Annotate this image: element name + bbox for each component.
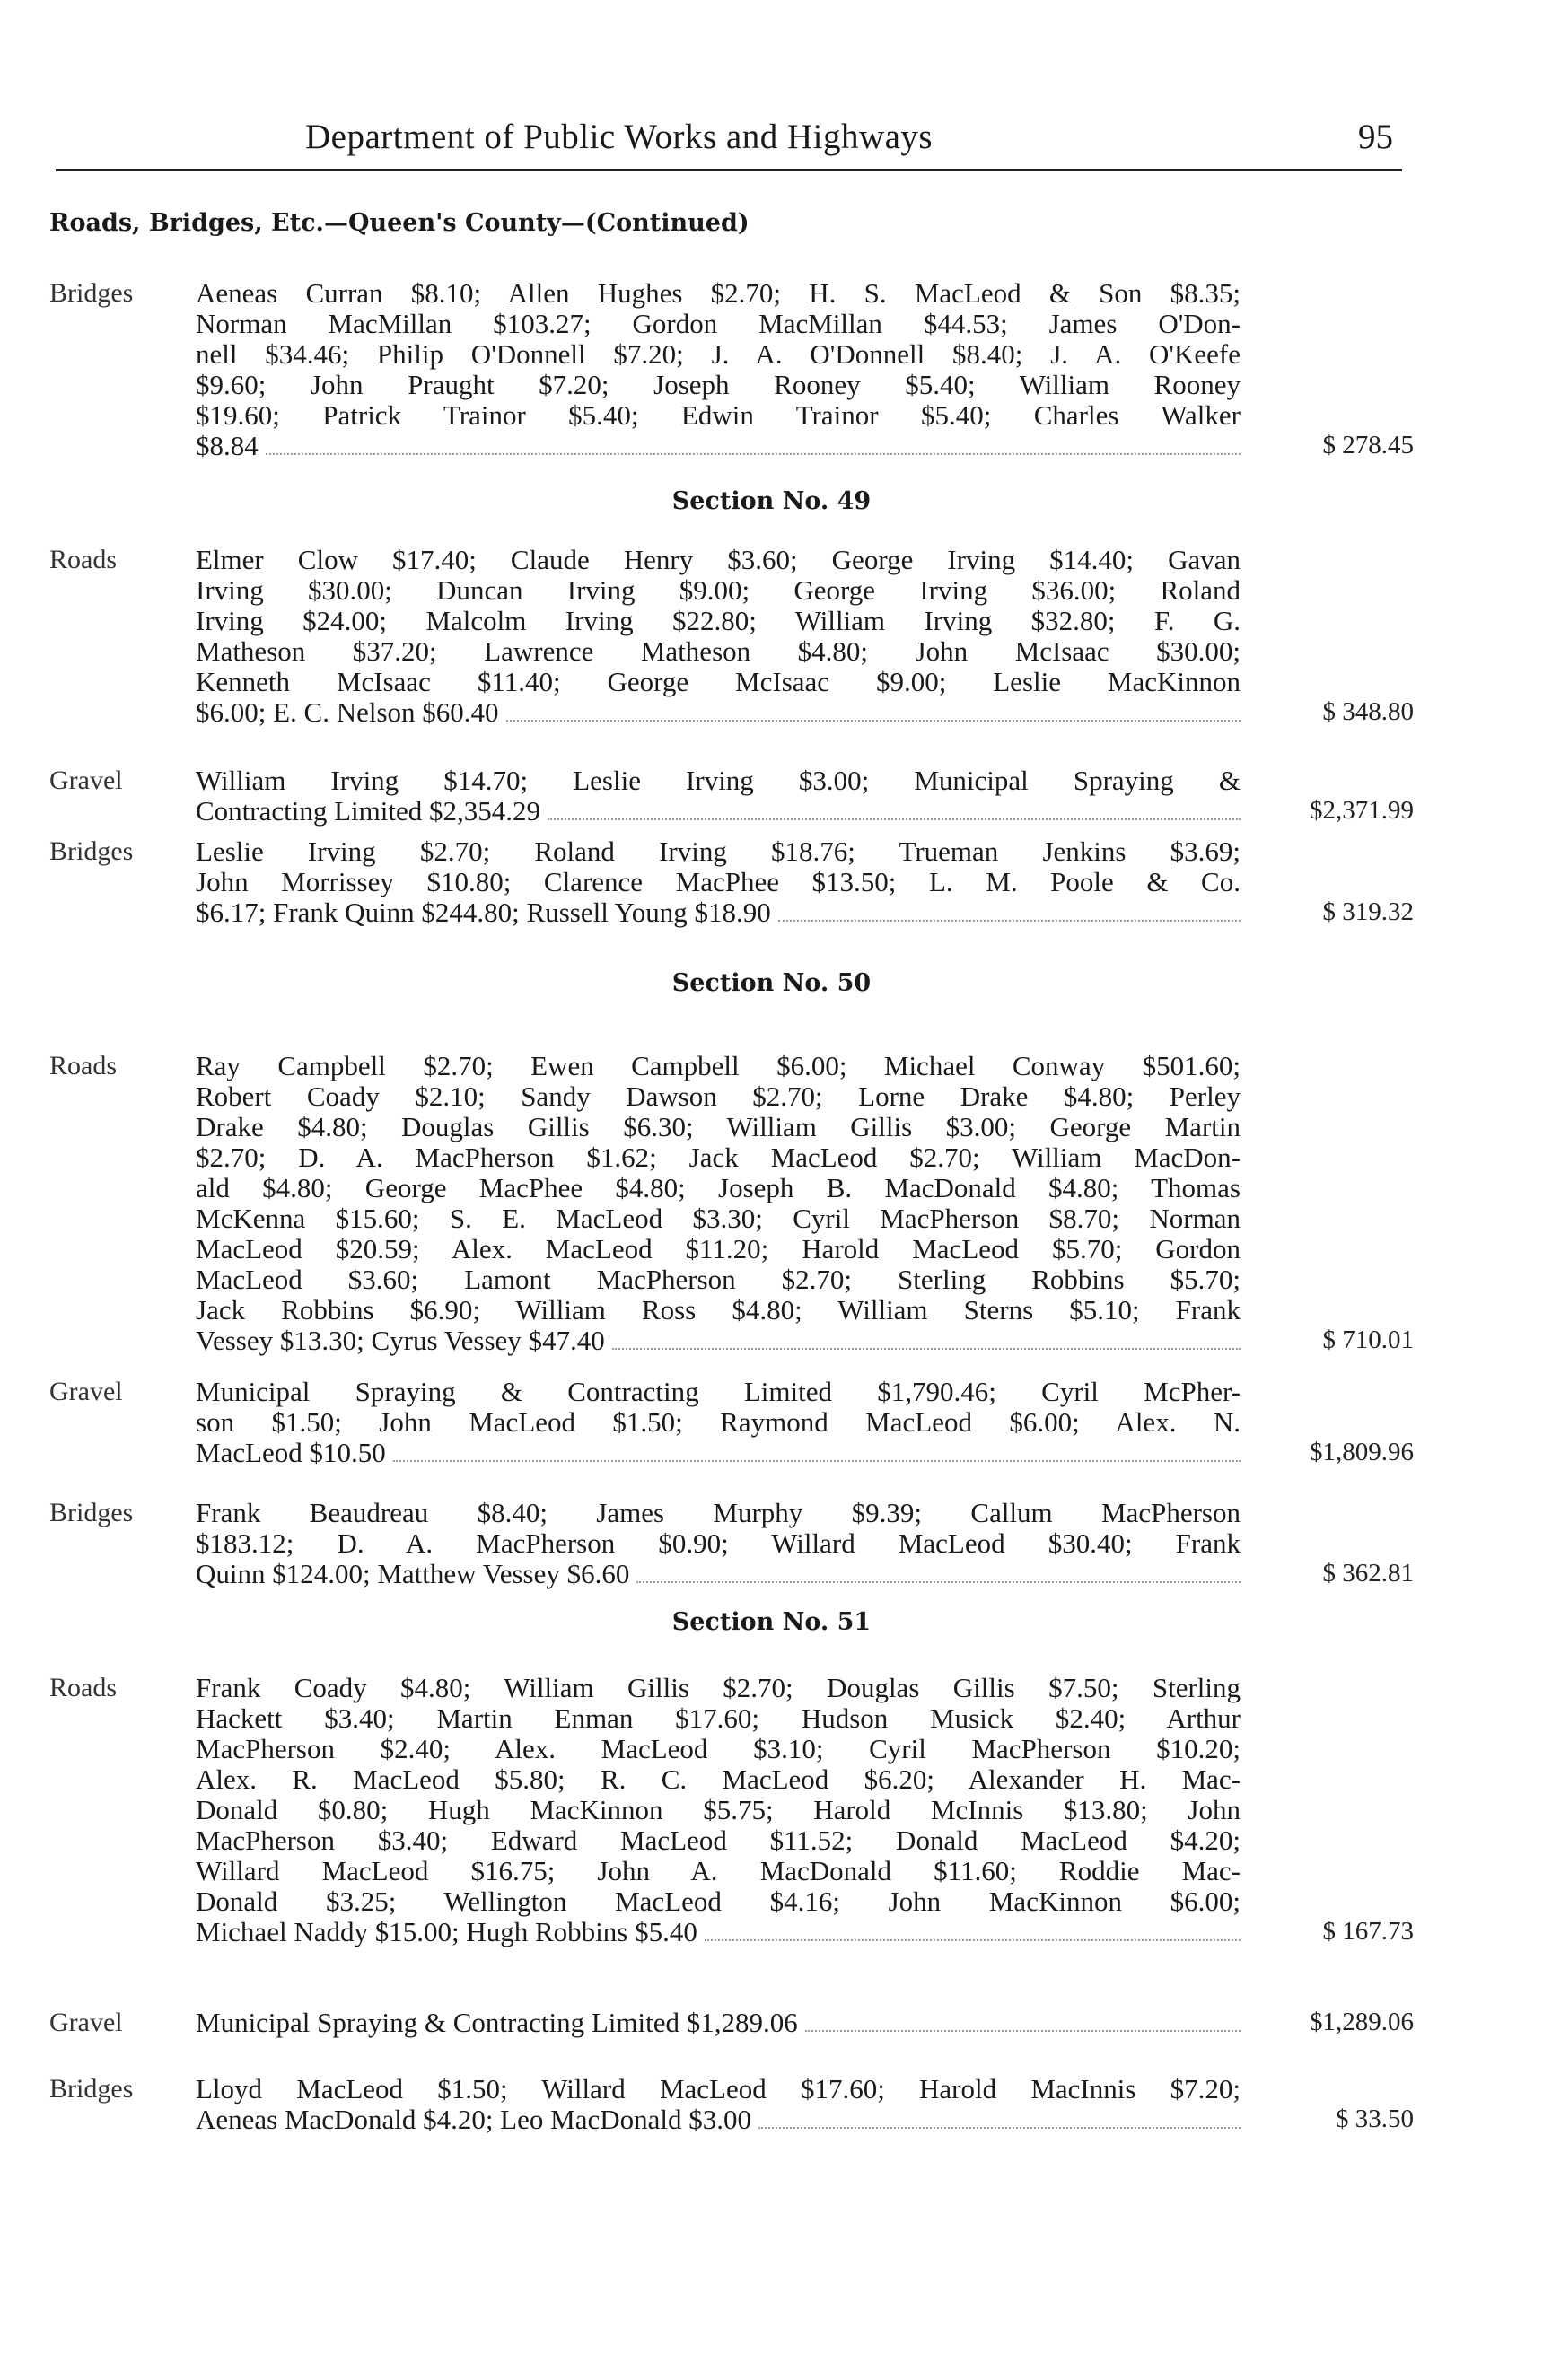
entry-text-line: $6.17; Frank Quinn $244.80; Russell Young $18.90 — [196, 897, 771, 928]
entry-amount: $ 362.81 — [1322, 1559, 1414, 1588]
entry-text-line: MacPherson $2.40; Alex. MacLeod $3.10; Cyril MacPherson $10.20; — [196, 1733, 1241, 1764]
page-header-title: Department of Public Works and Highways — [305, 118, 934, 156]
entry-text-line: Frank Coady $4.80; William Gillis $2.70; Douglas Gillis $7.50; Sterling — [196, 1672, 1241, 1703]
dot-leader — [266, 433, 1241, 455]
entry-text-line: $8.84 — [196, 430, 259, 461]
entry-amount: $2,371.99 — [1310, 796, 1414, 825]
section-heading: Section No. 51 — [671, 1608, 872, 1636]
entry-amount: $ 167.73 — [1322, 1917, 1414, 1946]
entry-text-line: son $1.50; John MacLeod $1.50; Raymond MacLeod $6.00; Alex. N. — [196, 1406, 1241, 1438]
dot-leader — [612, 1328, 1241, 1350]
entry-text-line: MacLeod $3.60; Lamont MacPherson $2.70; Sterling Robbins $5.70; — [196, 1264, 1241, 1295]
entry-text-line: MacLeod $10.50 — [196, 1437, 386, 1468]
entry-text-line: $19.60; Patrick Trainor $5.40; Edwin Trainor $5.40; Charles Walker — [196, 399, 1241, 431]
entry-text-line: Jack Robbins $6.90; William Ross $4.80; William Sterns $5.10; Frank — [196, 1294, 1241, 1326]
entry-last-line — [196, 796, 1241, 827]
entry-last-line — [196, 431, 1241, 461]
entry-last-line — [196, 897, 1241, 928]
entry-text-line: Contracting Limited $2,354.29 — [196, 795, 541, 827]
entry-text-line: $6.00; E. C. Nelson $60.40 — [196, 696, 499, 728]
entry-category: Bridges — [49, 1498, 134, 1527]
dot-leader — [393, 1440, 1241, 1462]
section-subheading: Roads, Bridges, Etc.—Queen's County—(Continued) — [49, 209, 750, 237]
entry-text-line: Vessey $13.30; Cyrus Vessey $47.40 — [196, 1325, 605, 1356]
entry-category: Bridges — [49, 836, 134, 866]
dot-leader — [548, 799, 1241, 820]
entry-text-line: Kenneth McIsaac $11.40; George McIsaac $9.00; Leslie MacKinnon — [196, 666, 1241, 697]
entry-text-line: Hackett $3.40; Martin Enman $17.60; Hudson Musick $2.40; Arthur — [196, 1702, 1241, 1734]
dot-leader — [805, 2010, 1241, 2032]
entry-text-line: MacPherson $3.40; Edward MacLeod $11.52; Donald MacLeod $4.20; — [196, 1824, 1241, 1856]
entry-amount: $ 33.50 — [1336, 2104, 1414, 2133]
entry-last-line — [196, 1559, 1241, 1589]
entry-text-line: ald $4.80; George MacPhee $4.80; Joseph B. MacDonald $4.80; Thomas — [196, 1172, 1241, 1203]
section-heading: Section No. 50 — [671, 969, 872, 997]
entry-text-line: Irving $24.00; Malcolm Irving $22.80; William Irving $32.80; F. G. — [196, 605, 1241, 636]
entry-text-line: Donald $0.80; Hugh MacKinnon $5.75; Harold McInnis $13.80; John — [196, 1794, 1241, 1825]
dot-leader — [636, 1562, 1241, 1583]
entry-amount: $ 319.32 — [1322, 897, 1414, 926]
entry-text-line: Alex. R. MacLeod $5.80; R. C. MacLeod $6.20; Alexander H. Mac- — [196, 1763, 1241, 1795]
entry-text-line: Quinn $124.00; Matthew Vessey $6.60 — [196, 1558, 630, 1589]
section-heading: Section No. 49 — [671, 487, 872, 515]
entry-text-line: Norman MacMillan $103.27; Gordon MacMillan $44.53; James O'Don- — [196, 308, 1241, 339]
entry-last-line — [196, 1917, 1241, 1947]
entry-amount: $ 710.01 — [1322, 1326, 1414, 1354]
entry-category: Bridges — [49, 278, 134, 308]
running-header — [56, 113, 1402, 171]
entry-text-line: McKenna $15.60; S. E. MacLeod $3.30; Cyril MacPherson $8.70; Norman — [196, 1203, 1241, 1234]
entry-category: Roads — [49, 1051, 117, 1081]
page-number: 95 — [1358, 118, 1393, 156]
entry-text-line: Lloyd MacLeod $1.50; Willard MacLeod $17.60; Harold MacInnis $7.20; — [196, 2073, 1241, 2104]
entry-text-line: Aeneas MacDonald $4.20; Leo MacDonald $3.00 — [196, 2104, 751, 2135]
entry-text-line: Michael Naddy $15.00; Hugh Robbins $5.40 — [196, 1916, 697, 1947]
dot-leader — [506, 700, 1241, 722]
entry-text-line: Municipal Spraying & Contracting Limited $1,790.46; Cyril McPher- — [196, 1376, 1241, 1407]
entry-text-line: $183.12; D. A. MacPherson $0.90; Willard MacLeod $30.40; Frank — [196, 1527, 1241, 1559]
entry-last-line — [196, 2104, 1241, 2135]
entry-category: Gravel — [49, 2008, 123, 2037]
entry-text-line: nell $34.46; Philip O'Donnell $7.20; J. A. O'Donnell $8.40; J. A. O'Keefe — [196, 338, 1241, 370]
entry-category: Roads — [49, 545, 117, 574]
entry-text-line: $2.70; D. A. MacPherson $1.62; Jack MacLeod $2.70; William MacDon- — [196, 1142, 1241, 1173]
entry-text-line: $9.60; John Praught $7.20; Joseph Rooney $5.40; William Rooney — [196, 369, 1241, 400]
entry-category: Gravel — [49, 1377, 123, 1406]
entry-category: Bridges — [49, 2074, 134, 2104]
entry-text-line: Municipal Spraying & Contracting Limited $1,289.06 — [196, 2007, 798, 2038]
entry-last-line — [196, 1326, 1241, 1356]
dot-leader — [705, 1920, 1241, 1941]
entry-text-line: Aeneas Curran $8.10; Allen Hughes $2.70; H. S. MacLeod & Son $8.35; — [196, 277, 1241, 309]
entry-amount: $1,289.06 — [1310, 2008, 1414, 2036]
entry-last-line — [196, 1438, 1241, 1468]
entry-text-line: Robert Coady $2.10; Sandy Dawson $2.70; Lorne Drake $4.80; Perley — [196, 1081, 1241, 1112]
dot-leader — [758, 2107, 1241, 2129]
entry-text-line: Elmer Clow $17.40; Claude Henry $3.60; George Irving $14.40; Gavan — [196, 544, 1241, 575]
entry-text-line: William Irving $14.70; Leslie Irving $3.00; Municipal Spraying & — [196, 765, 1241, 796]
entry-text-line: MacLeod $20.59; Alex. MacLeod $11.20; Harold MacLeod $5.70; Gordon — [196, 1233, 1241, 1264]
entry-text-line: Leslie Irving $2.70; Roland Irving $18.76; Trueman Jenkins $3.69; — [196, 836, 1241, 867]
entry-text-line: Frank Beaudreau $8.40; James Murphy $9.39; Callum MacPherson — [196, 1497, 1241, 1528]
entry-category: Gravel — [49, 766, 123, 795]
entry-amount: $ 348.80 — [1322, 697, 1414, 726]
entry-amount: $ 278.45 — [1322, 431, 1414, 459]
entry-last-line — [196, 697, 1241, 728]
entry-text-line: Irving $30.00; Duncan Irving $9.00; George Irving $36.00; Roland — [196, 574, 1241, 606]
entry-text-line: John Morrissey $10.80; Clarence MacPhee $13.50; L. M. Poole & Co. — [196, 866, 1241, 897]
entry-amount: $1,809.96 — [1310, 1438, 1414, 1466]
entry-text-line: Willard MacLeod $16.75; John A. MacDonald $11.60; Roddie Mac- — [196, 1855, 1241, 1886]
entry-text-line: Ray Campbell $2.70; Ewen Campbell $6.00; Michael Conway $501.60; — [196, 1050, 1241, 1081]
entry-text-line: Donald $3.25; Wellington MacLeod $4.16; John MacKinnon $6.00; — [196, 1886, 1241, 1917]
entry-last-line — [196, 2008, 1241, 2038]
entry-text-line: Drake $4.80; Douglas Gillis $6.30; William Gillis $3.00; George Martin — [196, 1111, 1241, 1142]
dot-leader — [778, 900, 1241, 922]
entry-text-line: Matheson $37.20; Lawrence Matheson $4.80; John McIsaac $30.00; — [196, 635, 1241, 667]
entry-category: Roads — [49, 1673, 117, 1702]
